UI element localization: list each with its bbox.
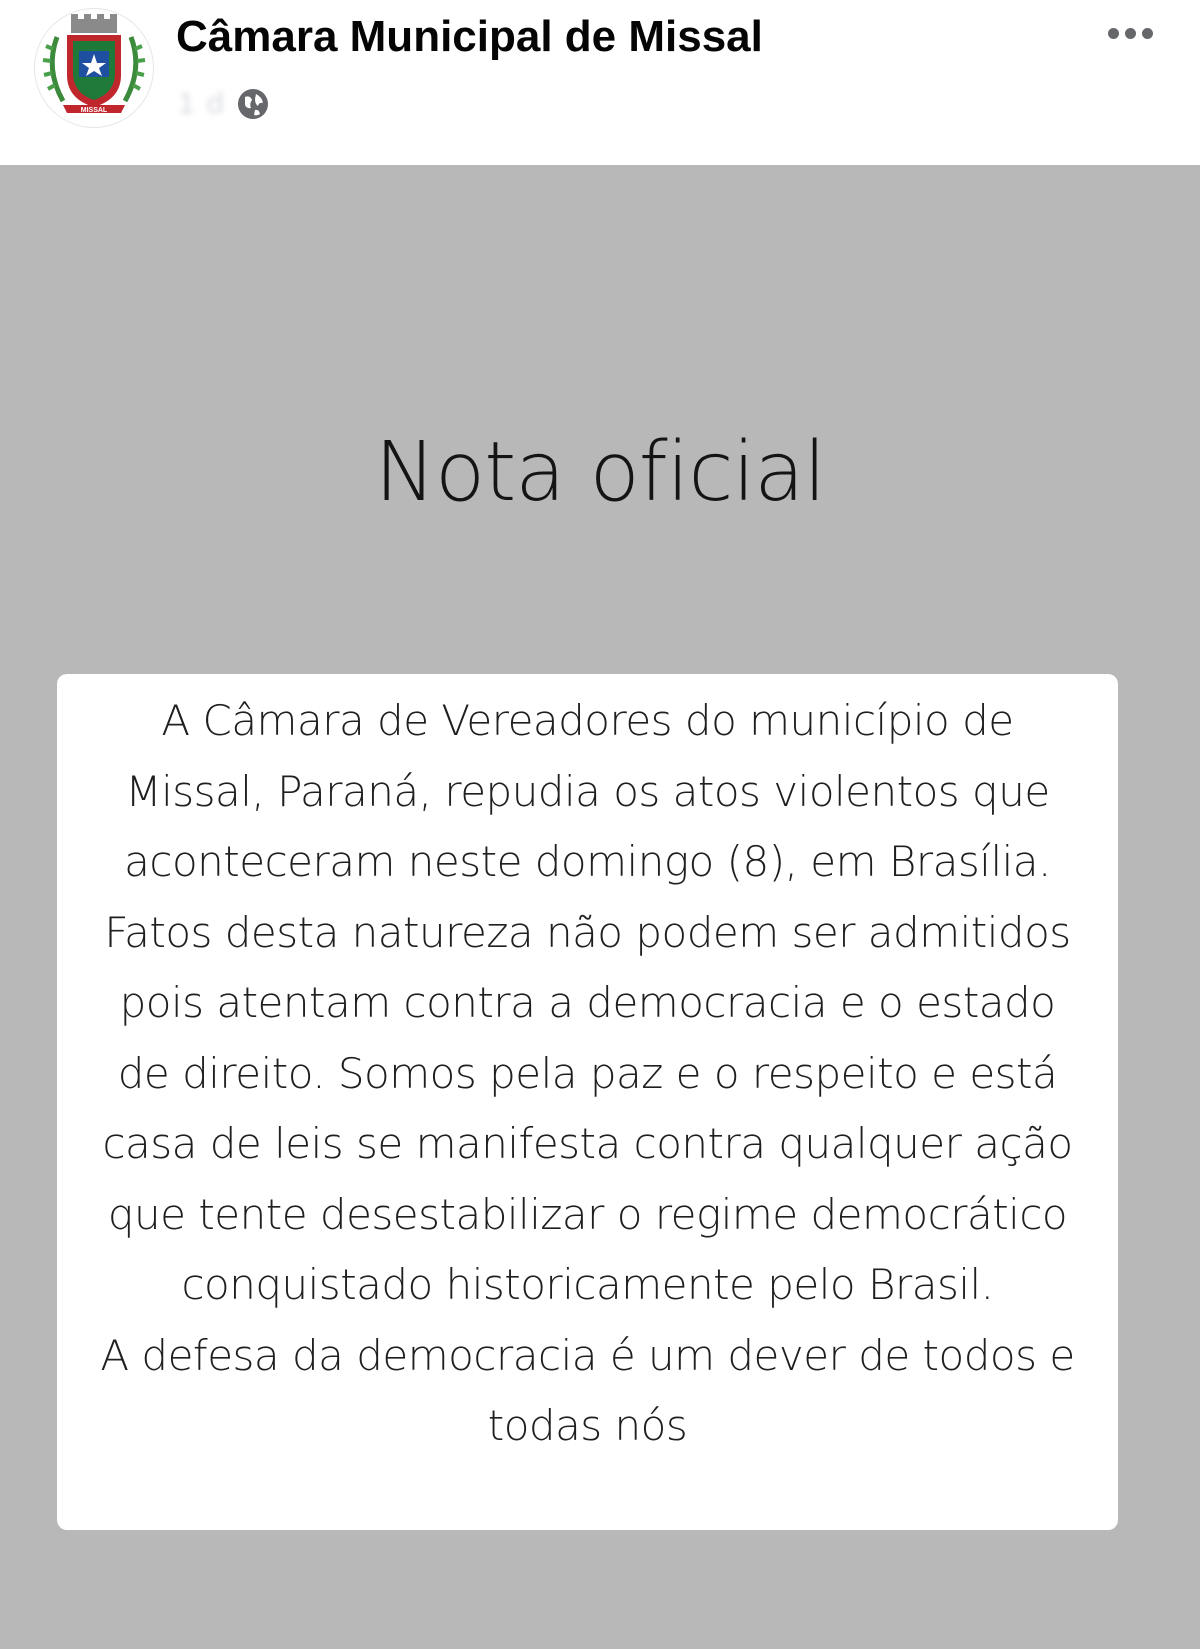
note-line: A defesa da democracia é um dever de todos e: [100, 1330, 1075, 1380]
post-meta: [178, 84, 270, 124]
coat-of-arms-logo: [35, 9, 153, 127]
note-line: casa de leis se manifesta contra qualquer ação: [102, 1119, 1073, 1168]
note-card: [57, 674, 1118, 1530]
note-title: Nota oficial: [374, 425, 826, 520]
note-line: conquistado historicamente pelo Brasil.: [181, 1260, 994, 1309]
note-line: aconteceram neste domingo (8), em Brasília.: [124, 837, 1051, 886]
more-options-icon: [1108, 28, 1119, 39]
note-line: Fatos desta natureza não podem ser admitidos: [104, 907, 1071, 957]
post-header: [0, 0, 1200, 165]
svg-text:MISSAL: MISSAL: [80, 107, 108, 114]
globe-icon: [236, 87, 270, 121]
note-line: que tente desestabilizar o regime democrático: [107, 1189, 1068, 1239]
note-line: A Câmara de Vereadores do município de: [161, 696, 1014, 745]
more-options-button[interactable]: [1100, 18, 1160, 48]
page-name-link[interactable]: Câmara Municipal de Missal: [176, 12, 763, 61]
note-line: de direito. Somos pela paz e o respeito e está: [117, 1048, 1058, 1098]
note-line: todas nós: [487, 1401, 688, 1450]
note-line: Missal, Paraná, repudia os atos violentos que: [125, 766, 1050, 816]
note-text: [77, 686, 1098, 1462]
page-avatar[interactable]: [34, 8, 154, 128]
post-timestamp[interactable]: 1 d: [178, 87, 226, 120]
note-line: pois atentam contra a democracia e o estado: [119, 978, 1056, 1027]
more-options-icon-dot: [1125, 28, 1136, 39]
more-options-icon-dot: [1142, 28, 1153, 39]
